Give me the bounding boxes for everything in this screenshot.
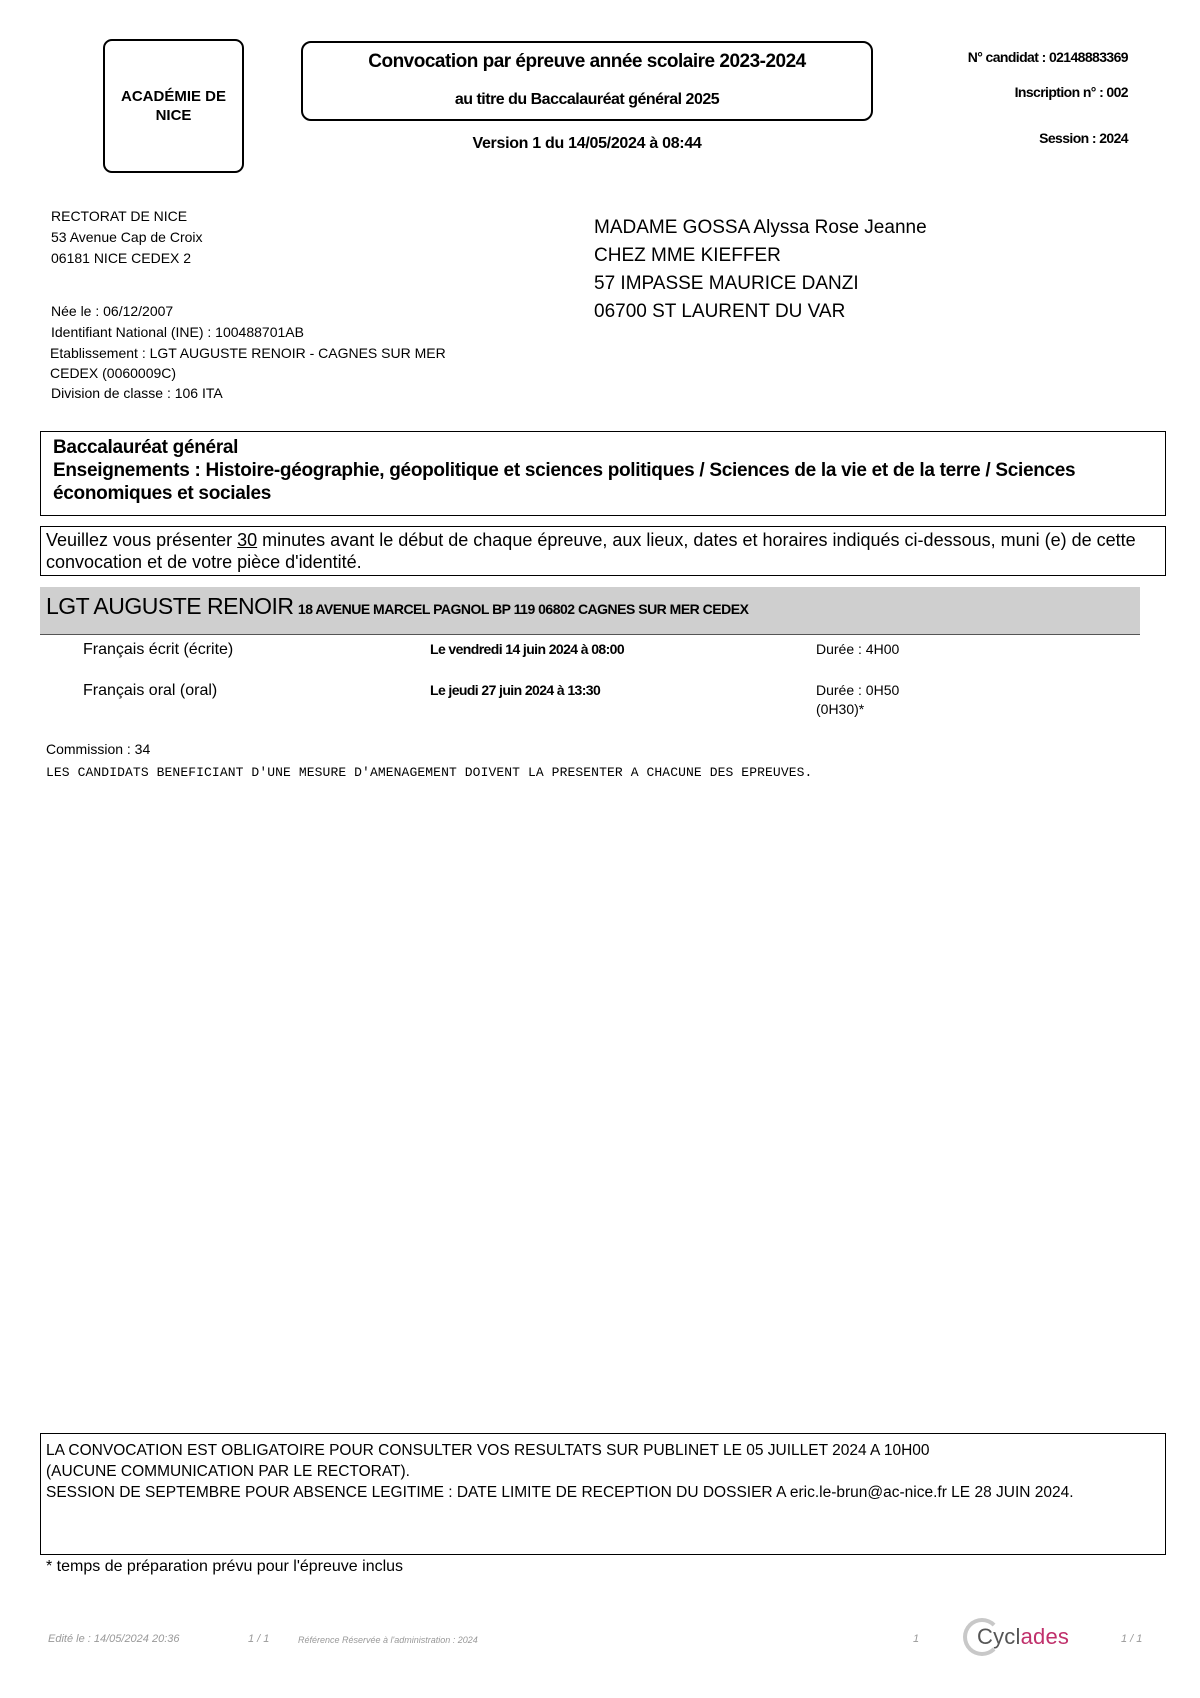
birth-date: Née le : 06/12/2007 xyxy=(51,303,174,319)
page-number: 1 xyxy=(913,1633,920,1645)
sender-line: RECTORAT DE NICE xyxy=(51,208,188,224)
inscription-number: Inscription n° : 002 xyxy=(1014,84,1128,100)
logo-prefix: Cycl xyxy=(977,1624,1021,1649)
academy-logo-box xyxy=(103,39,244,173)
recipient-line: MADAME GOSSA Alyssa Rose Jeanne xyxy=(594,217,927,238)
epreuve-label: Français oral (oral) xyxy=(83,682,218,699)
school-name: Etablissement : LGT AUGUSTE RENOIR - CAGNES SUR MER xyxy=(50,345,446,361)
sender-line: 53 Avenue Cap de Croix xyxy=(51,229,203,245)
recipient-line: 06700 ST LAURENT DU VAR xyxy=(594,301,846,322)
recipient-line: 57 IMPASSE MAURICE DANZI xyxy=(594,273,859,294)
exam-center-name: LGT AUGUSTE RENOIR xyxy=(46,593,294,619)
class-division: Division de classe : 106 ITA xyxy=(51,385,223,401)
epreuve-duration: Durée : 4H00 xyxy=(816,641,900,657)
epreuve-label: Français écrit (écrite) xyxy=(83,641,234,658)
notice-minutes: 30 xyxy=(237,530,258,550)
candidate-number: N° candidat : 02148883369 xyxy=(967,49,1128,65)
results-line: LA CONVOCATION EST OBLIGATOIRE POUR CONSULTER VOS RESULTATS SUR PUBLINET LE 05 JUILLET 2024 A 10H00 xyxy=(46,1442,930,1459)
convocation-title: Convocation par épreuve année scolaire 2023-2024 xyxy=(368,51,806,72)
notice-text-before: Veuillez vous présenter xyxy=(46,530,238,550)
arrival-notice xyxy=(40,526,1166,576)
exam-box xyxy=(40,431,1166,516)
session: Session : 2024 xyxy=(1039,130,1128,146)
candidate-info xyxy=(51,301,446,404)
results-notice-box xyxy=(40,1433,1166,1555)
epreuve-date: Le jeudi 27 juin 2024 à 13:30 xyxy=(430,682,601,698)
ine-number: Identifiant National (INE) : 100488701AB xyxy=(51,324,304,340)
commission: Commission : 34 xyxy=(46,741,151,757)
convocation-subtitle: au titre du Baccalauréat général 2025 xyxy=(454,91,720,108)
cyclades-logo xyxy=(963,1618,1069,1656)
amenagement-notice: LES CANDIDATS BENEFICIANT D'UNE MESURE D'AMENAGEMENT DOIVENT LA PRESENTER A CHACUNE DES EPREUVES. xyxy=(46,765,813,780)
cyclades-wordmark xyxy=(977,1624,1069,1650)
exam-center-address: 18 AVENUE MARCEL PAGNOL BP 119 06802 CAGNES SUR MER CEDEX xyxy=(297,601,749,617)
page-count-right: 1 / 1 xyxy=(1121,1633,1143,1645)
notice-text-after: minutes avant le début de chaque épreuve, aux lieux, dates et horaires indiqués ci-dessous, muni (e) de cette convocation et de votre pièce d'identité. xyxy=(46,530,1136,572)
epreuve-date: Le vendredi 14 juin 2024 à 08:00 xyxy=(430,641,625,657)
recipient-address xyxy=(594,214,927,326)
convocation-title-box xyxy=(301,41,873,121)
exam-title: Baccalauréat général xyxy=(53,437,239,458)
epreuve-prep-time: (0H30)* xyxy=(816,701,865,717)
epreuve-duration: Durée : 0H50 xyxy=(816,682,900,698)
academy-name: ACADÉMIE DE NICE xyxy=(120,88,226,124)
exam-teachings: Enseignements : Histoire-géographie, géopolitique et sciences politiques / Sciences de la vie et de la terre / Sciences économiques et sociales xyxy=(53,460,1076,504)
sender-address xyxy=(51,206,203,269)
page-count-left: 1 / 1 xyxy=(248,1633,270,1645)
edited-date: Edité le : 14/05/2024 20:36 xyxy=(48,1633,180,1645)
footnote: * temps de préparation prévu pour l'épreuve inclus xyxy=(46,1558,404,1575)
admin-reference: Référence Réservée à l'administration : 2024 xyxy=(298,1635,478,1645)
recipient-line: CHEZ MME KIEFFER xyxy=(594,245,781,266)
epreuve-duration-block xyxy=(816,681,899,719)
exam-center-band xyxy=(40,587,1140,635)
results-line: (AUCUNE COMMUNICATION PAR LE RECTORAT). xyxy=(46,1463,410,1480)
version-line: Version 1 du 14/05/2024 à 08:44 xyxy=(472,135,702,152)
school-code: CEDEX (0060009C) xyxy=(50,365,177,381)
september-session-line: SESSION DE SEPTEMBRE POUR ABSENCE LEGITIME : DATE LIMITE DE RECEPTION DU DOSSIER A eric.le-brun@ac-nice.fr LE 28 JUIN 2024. xyxy=(46,1484,1074,1501)
sender-line: 06181 NICE CEDEX 2 xyxy=(51,250,192,266)
logo-accent: ades xyxy=(1020,1624,1070,1649)
